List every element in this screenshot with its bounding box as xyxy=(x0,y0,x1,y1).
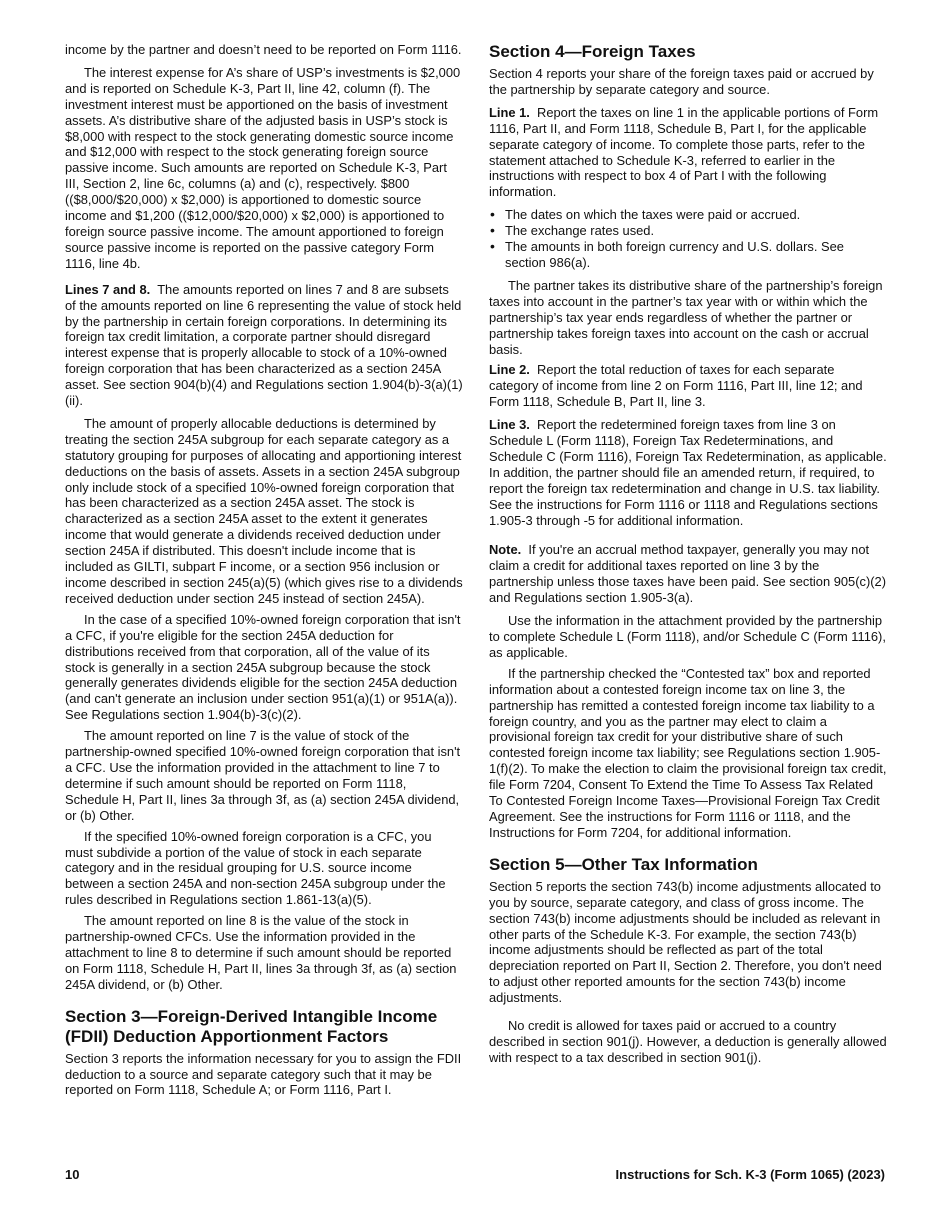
paragraph: If the specified 10%-owned foreign corporation is a CFC, you must subdivide a portion of the value of stock in each separate category and in the residual grouping for U.S. source income between a section 245A and non-section 245A subgroup under the rules described in Regulations section 1.861-13(a)(5). xyxy=(65,828,446,908)
paragraph: No credit is allowed for taxes paid or accrued to a country described in section 901(j). However, a deduction is generally allowed with respect to a tax described in section 901(j). xyxy=(489,1018,887,1065)
run-in-heading: Lines 7 and 8. xyxy=(65,281,151,297)
run-in-heading: Note. xyxy=(489,542,522,558)
run-in-heading: Line 1. xyxy=(489,104,530,120)
page-number: 10 xyxy=(65,1167,80,1182)
section-3-heading: Section 3—Foreign-Derived Intangible Income (FDII) Deduction Apportionment Factors xyxy=(65,1006,438,1046)
line-3-paragraph xyxy=(489,417,887,528)
section-4-heading: Section 4—Foreign Taxes xyxy=(489,42,696,61)
paragraph: If the partnership checked the “Contested tax” box and reported information about a contested foreign income tax on line 3, the partnership has remitted a contested foreign income tax liability to a foreign country, and you as the partner may elect to claim a provisional foreign tax credit for your distributive share of such contested foreign income tax liability; see Regulations section 1.905-1(f)(2). To make the election to claim the provisional foreign tax credit, file Form 7204, Consent To Extend the Time To Assess Tax Related To Contested Foreign Income Taxes—Provisional Foreign Tax Credit Agreement. See the instructions for Form 1116 or 1118, and the Instructions for Form 7204, for additional information. xyxy=(489,665,887,840)
line-2-paragraph xyxy=(489,362,887,410)
list-item: • The dates on which the taxes were paid or accrued. xyxy=(489,207,887,223)
paragraph: In the case of a specified 10%-owned foreign corporation that isn't a CFC, if you're eligible for the section 245A deduction for distributions received from that corporation, all of the value of its stock is generally in a section 245A subgroup because the stock generally generates dividends eligible for the section 245A deduction (and can't generate an inclusion under section 951(a)(1) or 951A(a)). See Regulations section 1.904(b)-3(c)(2). xyxy=(65,611,461,723)
paragraph: income by the partner and doesn’t need to be reported on Form 1116. xyxy=(65,42,462,57)
paragraph: Section 3 reports the information necessary for you to assign the FDII deduction to a source and separate category such that it may be reported on Form 1118, Schedule A; or Form 1116, Part I. xyxy=(65,1050,462,1098)
paragraph: The amount reported on line 8 is the value of the stock in partnership-owned CFCs. Use the information provided in the attachment to line 8 to determine if such amount should be reported on Form 1118, Schedule H, Part II, lines 3a through 3f, as (a) section 245A dividend, or (b) Other. xyxy=(65,913,457,992)
paragraph-text: Report the total reduction of taxes for each separate category of income from line 2 on Form 1116, Part III, line 12; and Form 1118, Schedule B, Part II, line 3. xyxy=(489,362,863,410)
paragraph-text: Report the taxes on line 1 in the applicable portions of Form 1116, Part II, and Form 1118, Schedule B, Part I, for the applicable separate category of income. To complete those parts, refer to the statement attached to Schedule K-3, referred to earlier in the instructions with respect to box 4 of Part I with the following information. xyxy=(489,104,879,200)
list-item: • The exchange rates used. xyxy=(489,223,887,239)
right-column xyxy=(489,42,887,1071)
paragraph: The amount reported on line 7 is the value of stock of the partnership-owned specified 10%-owned foreign corporation that isn't a CFC. Use the information provided in the attachment to line 7 to determine if such amount should be reported on Form 1118, Schedule H, Part II, lines 3a through 3f, as (a) section 245A dividend, or (b) Other. xyxy=(65,728,461,823)
paragraph: Section 4 reports your share of the foreign taxes paid or accrued by the partnership by separate category and source. xyxy=(489,66,874,97)
list-item: • The amounts in both foreign currency and U.S. dollars. See section 986(a). xyxy=(489,239,887,271)
section-5-heading: Section 5—Other Tax Information xyxy=(489,854,758,874)
paragraph-text: If you're an accrual method taxpayer, generally you may not claim a credit for additional taxes reported on line 3 by the partnership unless those taxes have been paid. See section 905(c)(2) and Regulations section 1.905-3(a). xyxy=(489,542,886,606)
bullet-list xyxy=(489,207,887,271)
paragraph: The amount of properly allocable deductions is determined by treating the section 245A subgroup for each separate category as a statutory grouping for purposes of allocating and apportioning interest deductions on the basis of assets. Assets in a section 245A subgroup only include stock of a specified 10%-owned foreign corporation that has been characterized as a section 245A asset. The stock is characterized as a section 245A asset to the extent it generates income that would generate a dividends received deduction under section 245A if distributed. This doesn't include income that is included as GILTI, subpart F income, or a section 956 inclusion or income described in section 245(a)(5) (which gives rise to a dividends received deduction under section 245 instead of section 245A). xyxy=(65,415,463,606)
footer-document-title: Instructions for Sch. K-3 (Form 1065) (2023) xyxy=(615,1167,885,1182)
left-column xyxy=(65,42,463,1105)
paragraph: The partner takes its distributive share of the partnership’s foreign taxes into account in the partner’s tax year with or within which the partnership’s tax year ends regardless of whether the partner or partnership takes foreign taxes into account on the cash or accrual basis. xyxy=(489,277,883,357)
lines-7-8-paragraph xyxy=(65,282,463,409)
note-paragraph xyxy=(489,542,887,606)
paragraph: Use the information in the attachment provided by the partnership to complete Schedule L (Form 1118), and/or Schedule C (Form 1116), as applicable. xyxy=(489,613,886,660)
line-1-paragraph xyxy=(489,105,887,200)
paragraph: Section 5 reports the section 743(b) income adjustments allocated to you by source, separate category, and class of gross income. The section 743(b) income adjustments should be included as relevant in other parts of the Schedule K-3. For example, the section 743(b) income adjustments should be reflected as part of the total depreciation reported on Part II, Section 2. Therefore, you don't need to adjust other reported amounts for the section 743(b) income adjustments. xyxy=(489,878,882,1006)
run-in-heading: Line 2. xyxy=(489,362,530,378)
run-in-heading: Line 3. xyxy=(489,417,530,433)
paragraph-text: The amounts reported on lines 7 and 8 are subsets of the amounts reported on line 6 representing the value of stock held by the partnership in certain foreign corporations. In determining its foreign tax credit limitation, a corporate partner should disregard interest expense that is properly allocable to stock of a 10%-owned foreign corporation that has been characterized as a section 245A asset. See section 904(b)(4) and Regulations section 1.904(b)-3(a)(1)(ii). xyxy=(65,281,463,409)
paragraph-text: Report the redetermined foreign taxes from line 3 on Schedule L (Form 1118), Foreign Tax Redeterminations, and Schedule C (Form 1116), Foreign Tax Redetermination, as applicable. In addition, the partner should file an amended return, if required, to report the foreign tax redetermination and change in U.S. tax liability. See the instructions for Form 1116 or 1118 and Regulations sections 1.905-3 through -5 for additional information. xyxy=(489,417,887,528)
paragraph: The interest expense for A’s share of USP’s investments is $2,000 and is reported on Schedule K-3, Part II, line 42, column (f). The investment interest must be apportioned on the basis of investment assets. A’s distributive share of the adjusted basis in USP’s stock is $8,000 with respect to the stock generating domestic source income and $12,000 with respect to the stock generating foreign source passive income. Such amounts are reported on Schedule K-3, Part III, Section 2, line 6c, columns (a) and (c), respectively. $800 (($8,000/$20,000) x $2,000) is apportioned to domestic source income and $1,200 (($12,000/$20,000) x $2,000) is apportioned to foreign source passive income. The amount apportioned to foreign source passive income is reported on the passive category Form 1116, line 4b. xyxy=(65,64,461,271)
